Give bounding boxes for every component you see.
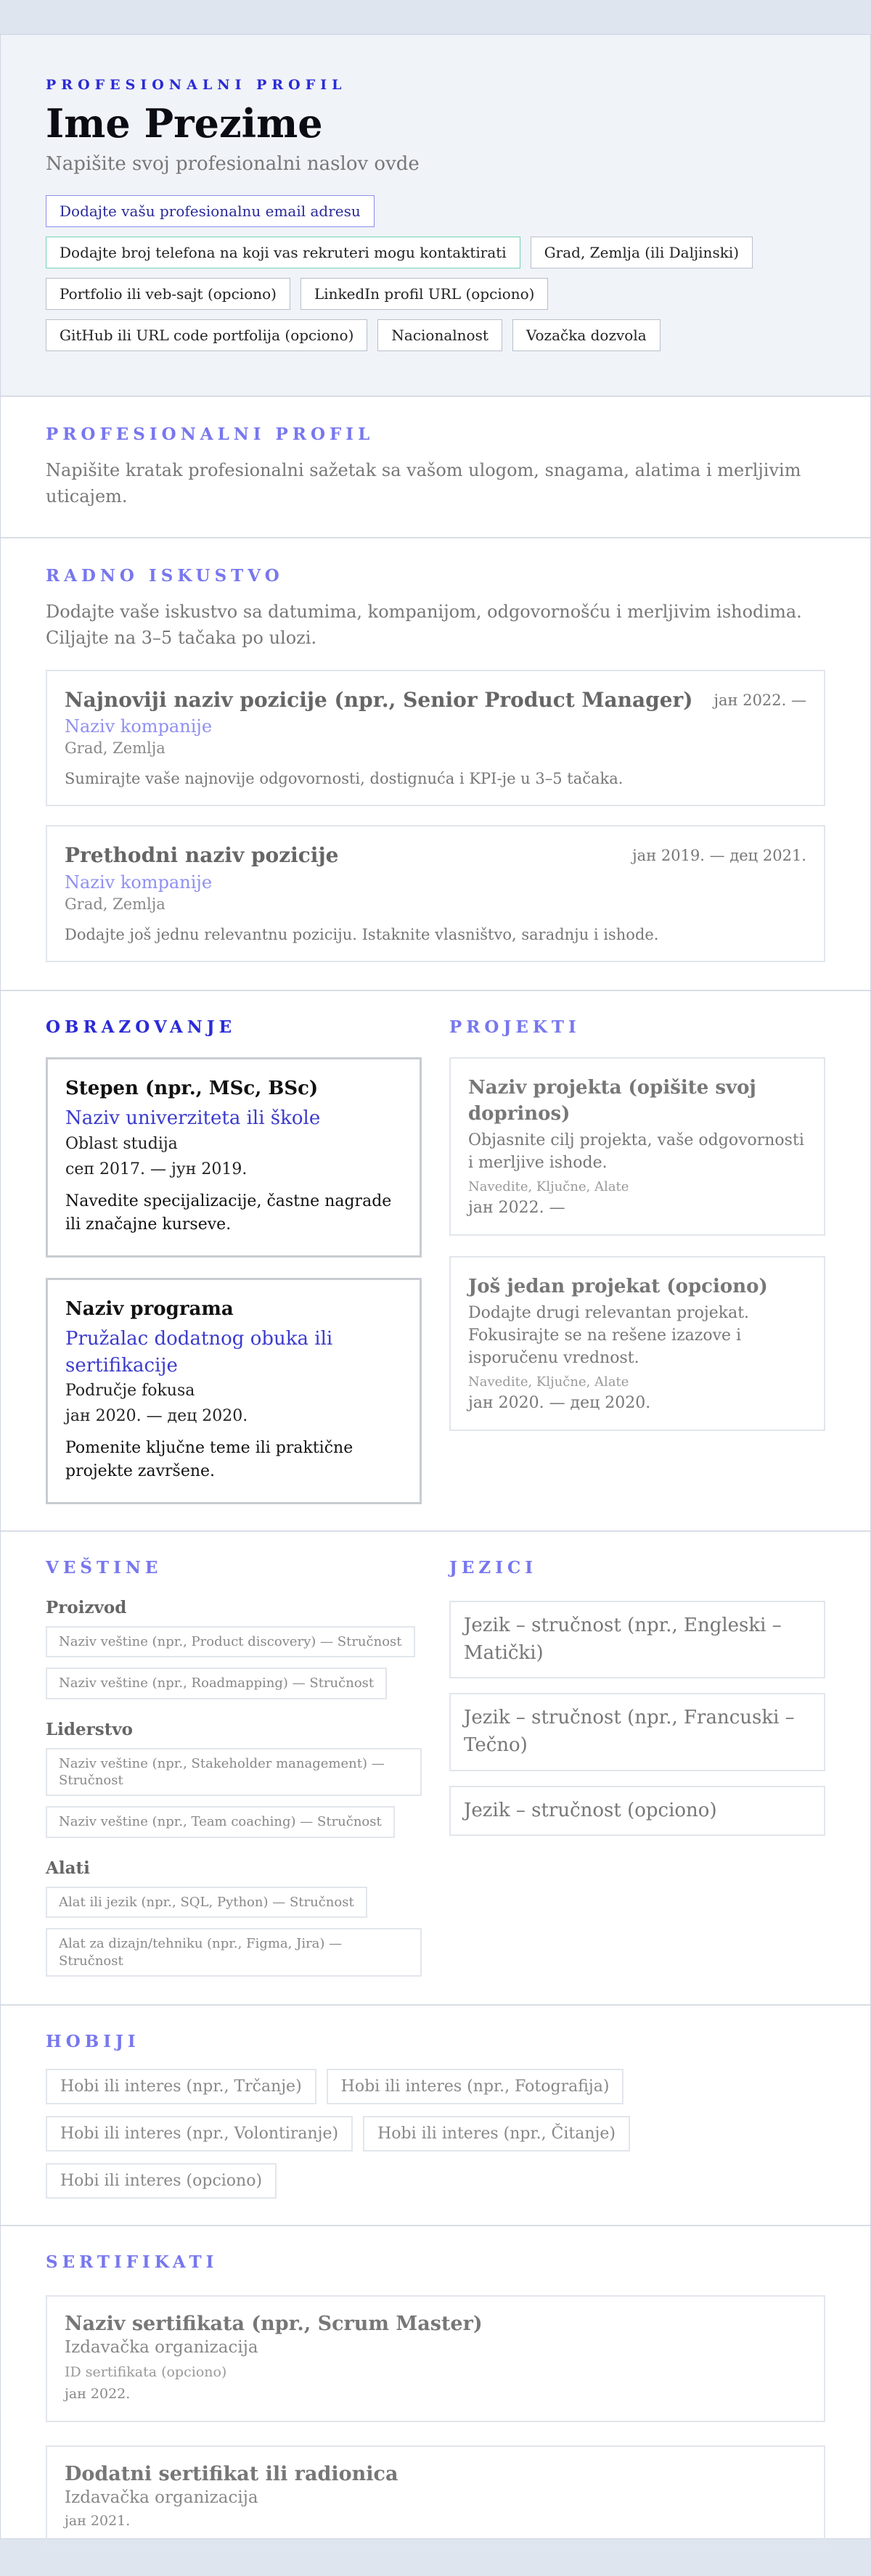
education-title: OBRAZOVANJE [46, 1017, 237, 1037]
job-description[interactable]: Dodajte još jednu relevantnu poziciju. Istaknite vlasništvo, saradnju i ishode. [65, 925, 659, 943]
certificate-card[interactable] [46, 2295, 825, 2422]
github-chip[interactable]: GitHub ili URL code portfolija (opciono) [46, 319, 367, 351]
skill-chip[interactable]: Alat ili jezik (npr., SQL, Python) — Stručnost [46, 1887, 367, 1918]
resume-header [1, 35, 870, 397]
portfolio-chip[interactable]: Portfolio ili veb-sajt (opciono) [46, 278, 290, 310]
job-dates[interactable]: јан 2022. — [713, 691, 806, 709]
project-card[interactable] [449, 1256, 825, 1431]
projects-title: PROJEKTI [449, 1017, 581, 1037]
project-date[interactable]: јан 2022. — [468, 1198, 565, 1217]
education-card[interactable] [46, 1278, 422, 1504]
summary-text[interactable]: Napišite kratak profesionalni sažetak sa vašom ulogom, snagama, alatima i merljivim uticajem. [46, 459, 801, 506]
certificate-card[interactable] [46, 2445, 825, 2549]
job-dates[interactable]: јан 2019. — дец 2021. [632, 847, 806, 865]
job-company[interactable]: Naziv kompanije [65, 871, 213, 893]
job-company[interactable]: Naziv kompanije [65, 716, 213, 737]
experience-title: RADNO ISKUSTVO [46, 565, 284, 586]
linkedin-chip[interactable]: LinkedIn profil URL (opciono) [300, 278, 549, 310]
projects-column [449, 1017, 825, 1504]
education-note[interactable]: Navedite specijalizacije, častne nagrade ili značajne kurseve. [65, 1191, 392, 1234]
job-position[interactable]: Najnoviji naziv pozicije (npr., Senior Product Manager) [65, 687, 693, 712]
project-tech[interactable]: Navedite, Ključne, Alate [468, 1178, 629, 1194]
project-name[interactable]: Još jedan projekat (opciono) [468, 1275, 768, 1297]
candidate-tagline[interactable]: Napišite svoj profesionalni naslov ovde [46, 152, 420, 175]
education-card[interactable] [46, 1057, 422, 1258]
skill-group-label: Alati [46, 1858, 90, 1878]
job-card[interactable] [46, 825, 825, 961]
education-years[interactable]: сеп 2017. — јун 2019. [65, 1160, 248, 1178]
education-degree[interactable]: Naziv programa [65, 1297, 234, 1320]
job-location[interactable]: Grad, Zemlja [65, 895, 165, 913]
job-position[interactable]: Prethodni naziv pozicije [65, 843, 339, 868]
certificate-date[interactable]: јан 2021. [65, 2513, 131, 2530]
header-eyebrow: PROFESIONALNI PROFIL [46, 77, 347, 93]
project-card[interactable] [449, 1057, 825, 1236]
hobby-chip[interactable]: Hobi ili interes (npr., Trčanje) [46, 2069, 316, 2104]
languages-title: JEZICI [449, 1557, 538, 1578]
languages-column [449, 1558, 825, 1977]
education-projects-section [1, 991, 870, 1532]
candidate-name[interactable]: Ime Prezime [46, 100, 323, 147]
skill-chip[interactable]: Naziv veštine (npr., Stakeholder management) — Stručnost [46, 1748, 422, 1797]
skill-chip[interactable]: Naziv veštine (npr., Product discovery) — Stručnost [46, 1626, 415, 1657]
language-item[interactable]: Jezik – stručnost (opciono) [449, 1786, 825, 1837]
email-chip[interactable]: Dodajte vašu profesionalnu email adresu [46, 195, 375, 227]
skills-title: VEŠTINE [46, 1557, 163, 1578]
project-tech[interactable]: Navedite, Ključne, Alate [468, 1374, 629, 1390]
education-years[interactable]: јан 2020. — дец 2020. [65, 1407, 248, 1426]
language-item[interactable]: Jezik – stručnost (npr., Francuski – Tečno) [449, 1693, 825, 1771]
skill-group-label: Liderstvo [46, 1719, 134, 1739]
education-column [46, 1017, 422, 1504]
resume-page [0, 34, 871, 2539]
skills-languages-section [1, 1532, 870, 2006]
certificate-org[interactable]: Izdavačka organizacija [65, 2338, 258, 2358]
project-date[interactable]: јан 2020. — дец 2020. [468, 1393, 651, 1412]
education-school[interactable]: Pružalac dodatnog obuka ili sertifikacije [65, 1328, 333, 1377]
job-location[interactable]: Grad, Zemlja [65, 739, 165, 758]
skill-chip[interactable]: Alat za dizajn/tehniku (npr., Figma, Jira) — Stručnost [46, 1928, 422, 1977]
hobbies-section [1, 2006, 870, 2226]
skill-group-label: Proizvod [46, 1597, 127, 1617]
language-item[interactable]: Jezik – stručnost (npr., Engleski – Matički) [449, 1601, 825, 1678]
nationality-chip[interactable]: Nacionalnost [377, 319, 502, 351]
certificate-name[interactable]: Naziv sertifikata (npr., Scrum Master) [65, 2313, 483, 2336]
skill-chip[interactable]: Naziv veštine (npr., Roadmapping) — Stručnost [46, 1668, 387, 1699]
certificate-id[interactable]: ID sertifikata (opciono) [65, 2364, 227, 2381]
certificate-org[interactable]: Izdavačka organizacija [65, 2488, 258, 2508]
hobby-chip[interactable]: Hobi ili interes (npr., Čitanje) [363, 2116, 630, 2152]
phone-chip[interactable]: Dodajte broj telefona na koji vas rekruteri mogu kontaktirati [46, 237, 520, 268]
hobby-chip[interactable]: Hobi ili interes (npr., Fotografija) [327, 2069, 624, 2104]
certificates-section [1, 2226, 870, 2575]
education-field[interactable]: Oblast studija [65, 1134, 178, 1153]
project-name[interactable]: Naziv projekta (opišite svoj doprinos) [468, 1076, 756, 1125]
contact-chips [46, 195, 825, 351]
certificate-date[interactable]: јан 2022. [65, 2386, 131, 2403]
education-degree[interactable]: Stepen (npr., MSc, BSc) [65, 1077, 319, 1099]
job-card[interactable] [46, 670, 825, 806]
education-school[interactable]: Naziv univerziteta ili škole [65, 1107, 321, 1130]
hobbies-title: HOBIJI [46, 2032, 140, 2052]
hobby-chip[interactable]: Hobi ili interes (npr., Volontiranje) [46, 2116, 353, 2152]
education-note[interactable]: Pomenite ključne teme ili praktične projekte završene. [65, 1439, 353, 1481]
education-field[interactable]: Područje fokusa [65, 1382, 195, 1400]
summary-title: PROFESIONALNI PROFIL [46, 424, 375, 444]
project-description[interactable]: Objasnite cilj projekta, vaše odgovornosti i merljive ishode. [468, 1131, 804, 1173]
skills-column [46, 1558, 422, 1977]
project-description[interactable]: Dodajte drugi relevantan projekat. Fokusirajte se na rešene izazove i isporučenu vrednost. [468, 1304, 750, 1367]
location-chip[interactable]: Grad, Zemlja (ili Daljinski) [531, 237, 753, 268]
certificates-title: SERTIFIKATI [46, 2252, 218, 2273]
job-description[interactable]: Sumirajte vaše najnovije odgovornosti, dostignuća i KPI-je u 3–5 tačaka. [65, 770, 623, 788]
hobby-list [46, 2069, 825, 2199]
skill-chip[interactable]: Naziv veštine (npr., Team coaching) — Stručnost [46, 1806, 395, 1837]
experience-lead: Dodajte vaše iskustvo sa datumima, kompanijom, odgovornošću i merljivim ishodima. Ciljajte na 3–5 tačaka po ulozi. [46, 601, 802, 648]
experience-section [1, 538, 870, 991]
certificate-name[interactable]: Dodatni sertifikat ili radionica [65, 2463, 398, 2486]
license-chip[interactable]: Vozačka dozvola [512, 319, 661, 351]
hobby-chip[interactable]: Hobi ili interes (opciono) [46, 2163, 277, 2199]
summary-section [1, 397, 870, 538]
